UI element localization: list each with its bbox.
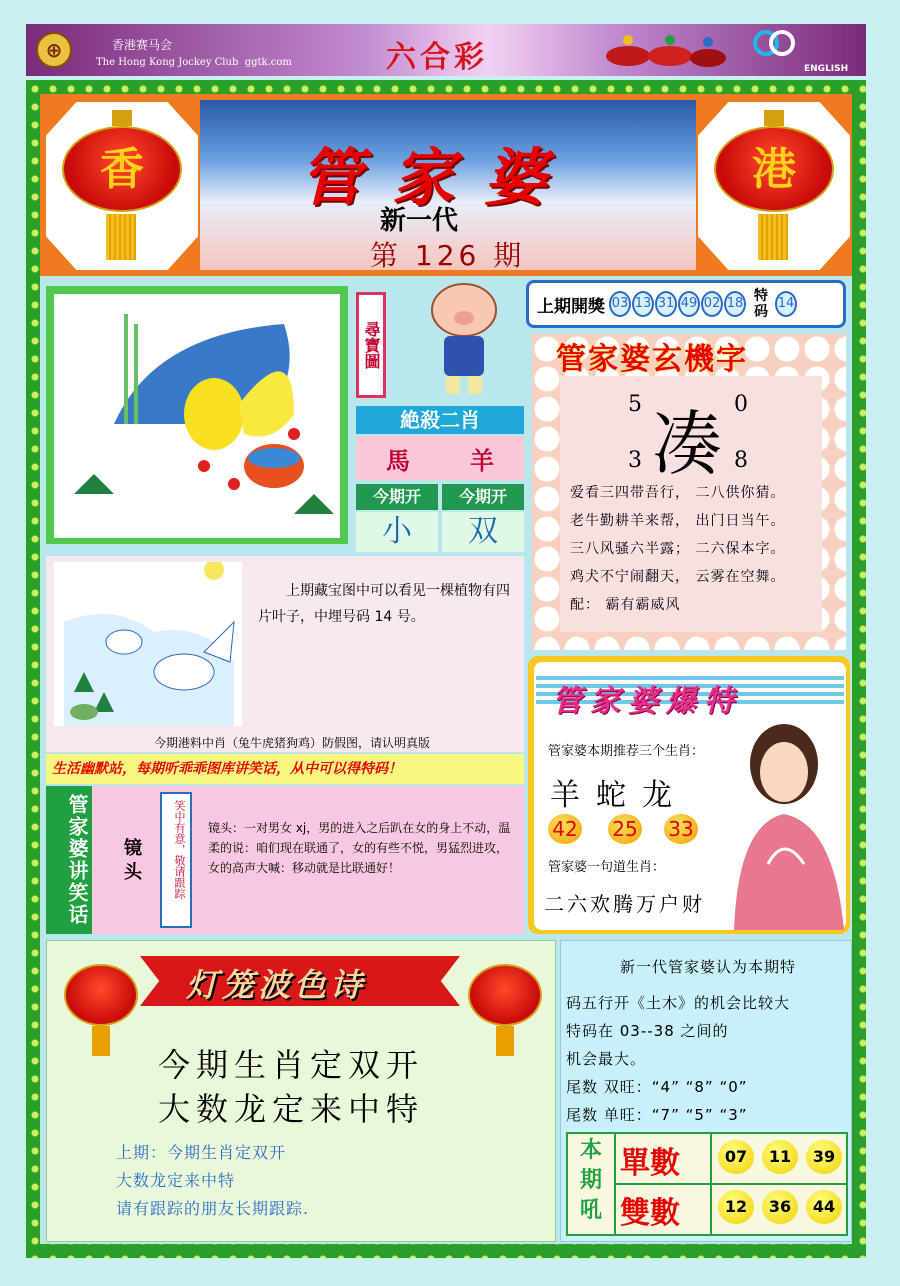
lantern-poem-title: 灯笼波色诗 <box>186 966 367 1004</box>
issue-number: 第 126 期 <box>370 239 526 272</box>
lantern-cap <box>112 110 132 126</box>
lantern-tassel <box>496 1026 514 1056</box>
woman-portrait-image <box>724 714 848 930</box>
prediction-line: 码五行开《土木》的机会比较大 <box>566 994 791 1012</box>
even-number: 36 <box>762 1190 798 1224</box>
draw-ball: 31 <box>655 291 677 317</box>
humor-ticker: 生活幽默站，每期听乖乖图库讲笑话，从中可以得特码！ <box>46 754 524 784</box>
special-number-label: 特码 <box>754 288 768 320</box>
even-label: 雙數 <box>620 1196 680 1231</box>
lantern-left: 香 <box>62 126 182 212</box>
lottery-title: 六合彩 <box>386 40 488 75</box>
joke-follow-note: 笑中有意，敬请跟踪 <box>160 792 192 928</box>
recommend-verse: 二六欢腾万户财 <box>544 892 705 916</box>
treasure-map-image <box>54 294 340 538</box>
joke-section-label: 管家婆讲笑话 <box>46 786 92 934</box>
kill-zodiac: 馬 <box>386 446 410 475</box>
club-name-cn: 香港赛马会 <box>112 38 173 52</box>
draw-ball: 03 <box>609 291 631 317</box>
grid-divider <box>616 1183 846 1185</box>
paper-title: 管家婆 <box>300 141 577 214</box>
odd-number: 11 <box>762 1140 798 1174</box>
odd-label: 單數 <box>620 1146 680 1181</box>
draw-ball: 13 <box>632 291 654 317</box>
ducks-image <box>54 562 242 726</box>
last-draw-label: 上期開獎 <box>537 296 605 317</box>
mystery-character: 凑 <box>652 403 722 485</box>
small-lantern <box>468 964 542 1026</box>
treasure-hunt-label: 尋寶圖 <box>356 292 386 398</box>
even-number: 44 <box>806 1190 842 1224</box>
mystery-poem-line: 配： 霸有霸威风 <box>570 597 681 613</box>
mystery-char-title: 管家婆玄機字 <box>556 342 748 377</box>
draw-ball: 49 <box>678 291 700 317</box>
prediction-line: 特码在 03--38 之间的 <box>566 1022 729 1040</box>
top-banner <box>26 24 866 76</box>
lantern-tassel <box>106 214 136 260</box>
club-name-en: The Hong Kong Jockey Club ggtk.com <box>96 57 292 68</box>
recommend-zodiacs: 羊蛇龙 <box>550 778 688 813</box>
prediction-line: 尾数 双旺：“4” “8” “0” <box>566 1078 748 1096</box>
joke-text: 镜头：一对男女 xj，男的进入之后趴在女的身上不动，温柔的说：咱们现在联通了，女的有些不悦，男猛烈进攻，女的高声大喊：移动就是比联通好！ <box>208 821 511 875</box>
mystery-number: 0 <box>734 392 748 417</box>
generation-label: 新一代 <box>380 206 459 236</box>
recommend-number: 25 <box>608 814 642 844</box>
mystery-number: 8 <box>734 448 748 473</box>
english-link[interactable]: ENGLISH <box>804 64 849 74</box>
mystery-number: 3 <box>628 448 642 473</box>
recommend-number: 42 <box>548 814 582 844</box>
mystery-poem-line: 鸡犬不宁闹翻天， 云雾在空舞。 <box>570 569 786 585</box>
odd-number: 39 <box>806 1140 842 1174</box>
lantern-poem-line: 大数龙定来中特 <box>158 1090 425 1128</box>
pig-mascot-image <box>404 280 524 398</box>
anti-fake-note: 今期港料中肖（兔牛虎猪狗鸡）防假图，请认明真版 <box>154 736 431 750</box>
recommend-title: 管家婆爆特 <box>552 684 742 719</box>
draw-ball: 02 <box>701 291 723 317</box>
prediction-line: 机会最大。 <box>566 1050 647 1068</box>
racing-horses-image <box>598 28 728 72</box>
lantern-tassel <box>758 214 788 260</box>
open-label: 今期开 <box>442 484 524 510</box>
jockey-club-logo[interactable]: ⊕ <box>36 32 72 68</box>
odd-number: 07 <box>718 1140 754 1174</box>
recommend-intro: 管家婆本期推荐三个生肖： <box>548 744 705 759</box>
even-number: 12 <box>718 1190 754 1224</box>
special-ball: 14 <box>775 291 797 317</box>
recommend-verse-label: 管家婆一句道生肖： <box>548 860 666 875</box>
small-lantern <box>64 964 138 1026</box>
lantern-right: 港 <box>714 126 834 212</box>
open-parity-value: 双 <box>442 512 524 552</box>
kill-two-zodiac-title: 絶殺二肖 <box>356 406 524 434</box>
lantern-poem-line: 今期生肖定双开 <box>158 1046 425 1084</box>
mystery-number: 5 <box>628 392 642 417</box>
lantern-cap <box>764 110 784 126</box>
joke-title: 镜头 <box>121 838 142 886</box>
draw-ball: 18 <box>724 291 746 317</box>
open-label: 今期开 <box>356 484 438 510</box>
grid-label: 本期吼 <box>579 1138 602 1223</box>
mystery-poem-line: 爱看三四带吾行， 二八供你猜。 <box>570 485 786 501</box>
recommend-number: 33 <box>664 814 698 844</box>
mark-six-logo[interactable] <box>746 28 802 58</box>
mystery-poem-line: 三八风骚六半露； 二六保本字。 <box>570 541 786 557</box>
previous-poem-line: 上期：今期生肖定双开 <box>116 1143 287 1162</box>
duck-puzzle-text: 上期藏宝图中可以看见一棵植物有四片叶子，中埋号码 14 号。 <box>258 583 510 625</box>
kill-zodiac: 羊 <box>470 446 494 475</box>
previous-poem-line: 大数龙定来中特 <box>116 1171 236 1190</box>
lantern-tassel <box>92 1026 110 1056</box>
open-size-value: 小 <box>356 512 438 552</box>
mystery-poem-line: 老牛勤耕羊来帮， 出门日当午。 <box>570 513 786 529</box>
prediction-line: 新一代管家婆认为本期特 <box>620 958 797 976</box>
kill-two-zodiac <box>356 436 524 480</box>
last-draw-box <box>526 280 846 328</box>
prediction-line: 尾数 单旺：“7” “5” “3” <box>566 1106 748 1124</box>
previous-poem-line: 请有跟踪的朋友长期跟踪. <box>116 1199 310 1218</box>
